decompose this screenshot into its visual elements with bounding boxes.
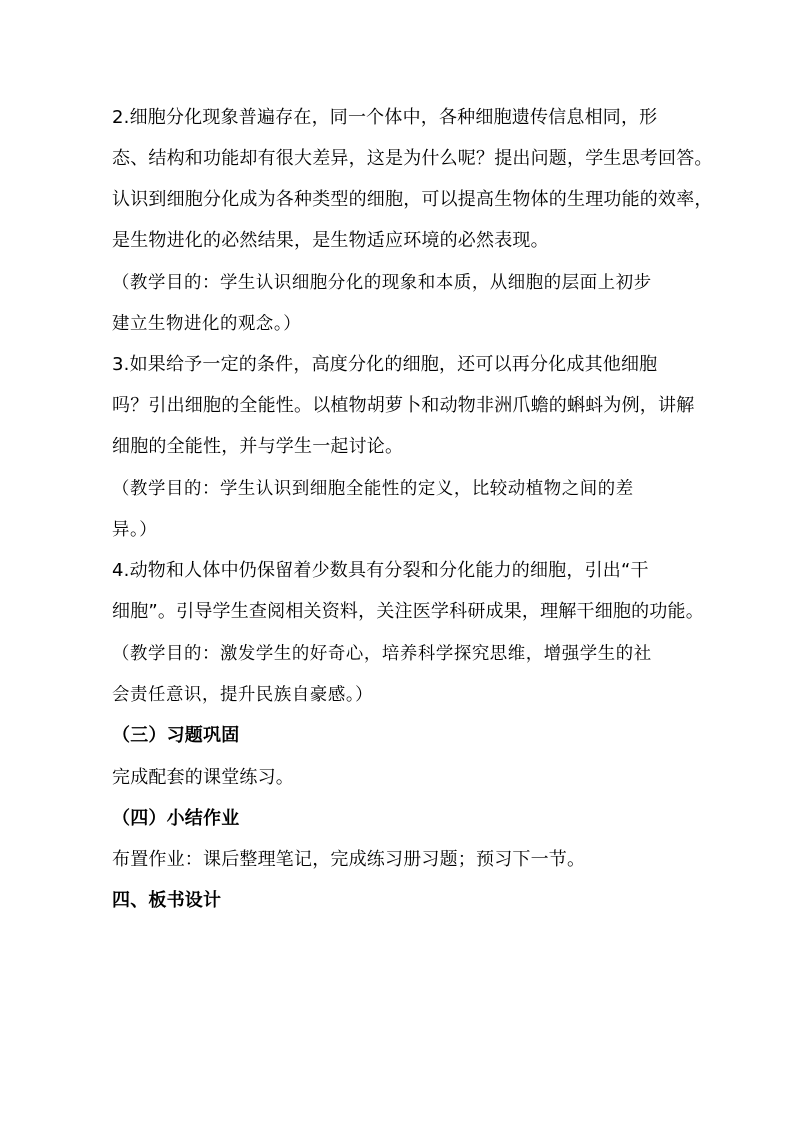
- paragraph-4-line-1: 4.动物和人体中仍保留着少数具有分裂和分化能力的细胞，引出“干: [112, 560, 649, 581]
- paragraph-2-line-2: 态、结构和功能却有很大差异，这是为什么呢？提出问题，学生思考回答。: [112, 148, 713, 169]
- paragraph-2-line-1: 2.细胞分化现象普遍存在，同一个体中，各种细胞遗传信息相同，形: [112, 107, 658, 128]
- teaching-purpose-3-line-1: （教学目的：学生认识到细胞全能性的定义，比较动植物之间的差: [112, 479, 634, 499]
- paragraph-2-line-3: 认识到细胞分化成为各种类型的细胞，可以提高生物体的生理功能的效率，: [112, 189, 713, 210]
- paragraph-3-line-2: 吗？引出细胞的全能性。以植物胡萝卜和动物非洲爪蟾的蝌蚪为例，讲解: [112, 395, 695, 416]
- paragraph-4-line-2: 细胞”。引导学生查阅相关资料，关注医学科研成果，理解干细胞的功能。: [112, 601, 704, 622]
- teaching-purpose-2-line-1: （教学目的：学生认识细胞分化的现象和本质，从细胞的层面上初步: [112, 273, 652, 293]
- paragraph-2-line-4: 是生物进化的必然结果，是生物适应环境的必然表现。: [112, 230, 549, 251]
- paragraph-3-line-3: 细胞的全能性，并与学生一起讨论。: [112, 436, 404, 457]
- teaching-purpose-4-line-2: 会责任意识，提升民族自豪感。）: [112, 685, 374, 705]
- summary-body: 布置作业：课后整理笔记，完成练习册习题；预习下一节。: [112, 849, 586, 870]
- teaching-purpose-4-line-1: （教学目的：激发学生的好奇心，培养科学探究思维，增强学生的社: [112, 644, 652, 664]
- section-heading-exercises: （三）习题巩固: [112, 725, 240, 746]
- teaching-purpose-3-line-2: 异。）: [112, 520, 158, 540]
- exercises-body: 完成配套的课堂练习。: [112, 767, 294, 788]
- section-heading-summary: （四）小结作业: [112, 808, 240, 829]
- paragraph-3-line-1: 3.如果给予一定的条件，高度分化的细胞，还可以再分化成其他细胞: [112, 354, 658, 375]
- teaching-purpose-2-line-2: 建立生物进化的观念。）: [112, 314, 302, 334]
- section-heading-board-design: 四、板书设计: [112, 890, 222, 911]
